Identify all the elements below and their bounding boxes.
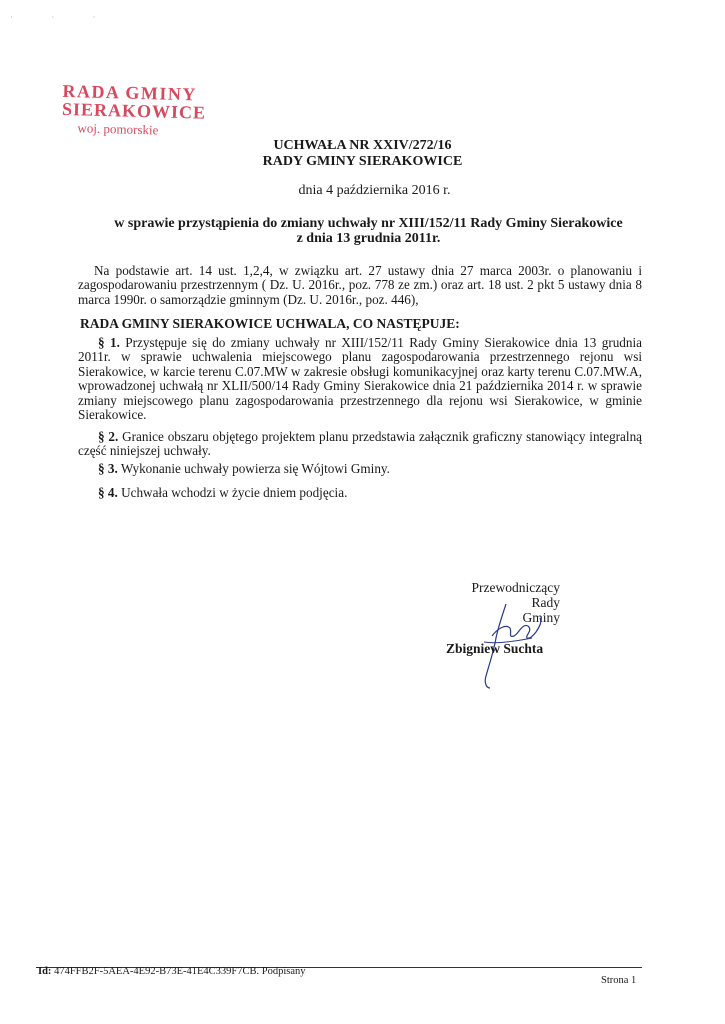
page-number: Strona 1: [601, 975, 637, 986]
resolution-date: dnia 4 października 2016 r.: [298, 183, 451, 198]
legal-basis-paragraph: Na podstawie art. 14 ust. 1,2,4, w związku art. 27 ustawy dnia 27 marca 2003r. o planowaniu i zagospodarowaniu przestrzennym ( Dz. U. 2016r., poz. 778 ze zm.) oraz art. 18 ust. 2 pkt 5 ustawy dnia 8 marca 1990r. o samorządzie gminnym (Dz. U. 2016r., poz. 446),: [78, 263, 642, 307]
section-1-mark: § 1.: [98, 335, 120, 350]
council-decision-heading: RADA GMINY SIERAKOWICE UCHWALA, CO NASTĘPUJE:: [80, 316, 460, 331]
resolution-subject-date: z dnia 13 grudnia 2011r.: [296, 231, 441, 246]
stamp-line-3: woj. pomorskie: [77, 120, 159, 138]
stamp-line-1: RADA GMINY: [62, 80, 198, 105]
section-3-text: Wykonanie uchwały powierza się Wójtowi Gminy.: [120, 461, 390, 476]
document-id-value: 474FFB2F-5AEA-4E92-B73E-41E4C339F7CB. Podpisany: [54, 966, 306, 977]
signatory-name: Zbigniew Suchta: [446, 641, 544, 656]
signatory-title-line-2: Gminy: [522, 610, 560, 625]
section-2-mark: § 2.: [98, 429, 119, 444]
resolution-subject: w sprawie przystąpienia do zmiany uchwały nr XIII/152/11 Rady Gminy Sierakowice: [114, 216, 623, 231]
section-1-paragraph: [78, 336, 642, 422]
section-2-text: Granice obszaru objętego projektem planu przedstawia załącznik graficzny stanowiący integralną część niniejszej uchwały.: [78, 429, 643, 459]
stamp-line-2: SIERAKOWICE: [61, 98, 207, 123]
section-4-paragraph: [98, 486, 638, 500]
document-id: [38, 966, 306, 977]
section-3-paragraph: [98, 462, 638, 476]
resolution-issuer: RADY GMINY SIERAKOWICE: [262, 154, 463, 169]
signatory-title-line-1: Przewodniczący Rady: [471, 580, 560, 610]
section-1-text: Przystępuje się do zmiany uchwały nr XIII/152/11 Rady Gminy Sierakowice dnia 13 grudnia 2011r. w sprawie uchwalenia miejscowego planu zagospodarowania przestrzennego rejonu wsi Sierakowice, w karcie terenu C.07.MW w zakresie obsługi komunikacyjnej oraz karty terenu C.07.MW.A, wprowadzonej uchwałą nr XLII/500/14 Rady Gminy Sierakowice dnia 21 października 2014 r. w sprawie zmiany miejscowego planu zagospodarowania przestrzennego dla rejonu wsi Sierakowice, w gminie Sierakowice.: [78, 335, 643, 423]
council-stamp: [61, 82, 222, 139]
document-id-label: Id:: [38, 966, 52, 977]
section-4-mark: § 4.: [98, 485, 118, 500]
section-4-text: Uchwała wchodzi w życie dniem podjęcia.: [121, 485, 348, 500]
scan-artifact-marks: · · ·: [10, 12, 114, 22]
resolution-number: UCHWAŁA NR XXIV/272/16: [273, 138, 452, 153]
section-2-paragraph: [78, 430, 642, 459]
section-3-mark: § 3.: [98, 461, 118, 476]
